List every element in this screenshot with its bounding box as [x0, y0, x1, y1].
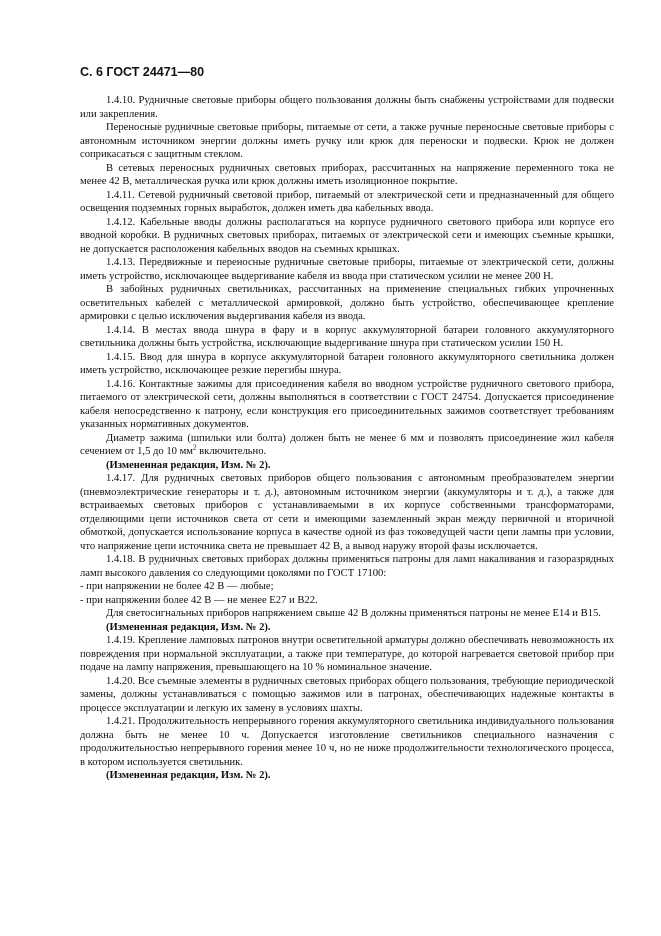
paragraph-1-4-20: 1.4.20. Все съемные элементы в рудничных световых приборах общего пользования, требующие периодической замены, должны устанавливаться с помощью зажимов или в патронах, обеспечивающих надежные контакты в процессе эксплуатации и легкую их замену в условиях шахты. — [80, 675, 614, 714]
paragraph-1-4-21: 1.4.21. Продолжительность непрерывного горения аккумуляторного светильника индивидуального пользования должна быть не менее 10 ч. Допускается изготовление светильников специального назначения с продолжительностью непрерывного горения менее 10 ч, но не ниже продолжительности технологического процесса, в котором используется светильник. — [80, 716, 614, 768]
paragraph-1-4-19: 1.4.19. Крепление ламповых патронов внутри осветительной арматуры должно обеспечивать невозможность их повреждения при нормальной эксплуатации, а также при температуре, до которой нагревается световой прибор при подаче на лампу напряжения, превышающего на 10 % номинальное значение. — [80, 635, 614, 673]
paragraph-1-4-17: 1.4.17. Для рудничных световых приборов общего пользования с автономным преобразователем энергии (пневмоэлектрические генераторы и т. д.), автономным источником энергии (аккумуляторы и т. д.), а также для встраиваемых световых приборов с устанавливаемыми в их корпусе собственными трансформаторами, отделяющими цепи источников света от сети и имеющими заземленный экран между первичной и вторичной обмоткой, допускается использование корпуса в качестве одной из фаз токоведущей части цепи лампы при условии, что напряжение цепи источника света не превышает 42 В, а вывод наружу второй фазы исключается. — [80, 473, 614, 552]
paragraph: В забойных рудничных светильниках, рассчитанных на применение специальных гибких упрочненных осветительных кабелей с металлической армировкой, должно быть устройство, обеспечивающее крепление армировки с целью исключения выдергивания кабеля из ввода. — [80, 284, 614, 322]
list-item: - при напряжении не более 42 В — любые; — [80, 581, 274, 592]
clamp-tail: включительно. — [196, 446, 267, 457]
paragraph-1-4-11: 1.4.11. Сетевой рудничный световой прибор, питаемый от электрической сети и предназначенный для общего освещения подземных горных выработок, должен иметь два кабельных ввода. — [80, 189, 614, 214]
clamp-text: Диаметр зажима (шпильки или болта) должен быть не менее 6 мм и позволять присоединение жил кабеля сечением от 1,5 до 10 мм — [80, 432, 614, 457]
paragraph-1-4-10: 1.4.10. Рудничные световые приборы общего пользования должны быть снабжены устройствами для подвески или закрепления. — [80, 95, 614, 120]
paragraph-clamp-diameter — [80, 432, 614, 459]
paragraph-1-4-12: 1.4.12. Кабельные вводы должны располагаться на корпусе рудничного светового прибора или корпусе его вводной коробки. В рудничных световых приборах, питаемых от электрической сети и имеющих съемные крышки, не допускается расположения кабельных вводов на съемных крышках. — [80, 216, 614, 255]
paragraph: Для светосигнальных приборов напряжением свыше 42 В должны применяться патроны не менее Е14 и В15. — [106, 608, 601, 619]
paragraph-1-4-13: 1.4.13. Передвижные и переносные рудничные световые приборы, питаемые от электрической сети, должны иметь устройство, исключающее выдергивание кабеля из ввода при статическом усилии не менее 200 Н. — [80, 257, 614, 282]
paragraph-1-4-15: 1.4.15. Ввод для шнура в корпусе аккумуляторной батареи головного аккумуляторного светильника должен иметь устройство, исключающее резкие перегибы шнура. — [80, 351, 614, 376]
amendment-note: (Измененная редакция, Изм. № 2). — [106, 621, 271, 633]
amendment-note: (Измененная редакция, Изм. № 2). — [106, 770, 271, 781]
paragraph: В сетевых переносных рудничных световых приборах, рассчитанных на напряжение переменного тока не менее 42 В, металлическая ручка или крюк должны иметь изоляционное покрытие. — [80, 162, 614, 187]
paragraph-1-4-16: 1.4.16. Контактные зажимы для присоединения кабеля во вводном устройстве рудничного светового прибора, питаемого от электрической сети, должны выполняться в соответствии с ГОСТ 24754. Допускается присоединение кабеля непосредственно к патрону, если конструкция его присоединительных зажимов соответствует требованиям указанных нормативных документов. — [80, 378, 614, 430]
document-page — [80, 64, 614, 783]
superscript: 2 — [193, 443, 197, 452]
page-header: С. 6 ГОСТ 24471—80 — [80, 65, 205, 79]
paragraph-1-4-14: 1.4.14. В местах ввода шнура в фару и в корпус аккумуляторной батареи головного аккумуляторного светильника должны быть устройства, исключающие выдергивание шнура при статическом усилии 150 Н. — [80, 324, 614, 349]
amendment-note: (Измененная редакция, Изм. № 2). — [106, 459, 271, 471]
paragraph: Переносные рудничные световые приборы, питаемые от сети, а также ручные переносные световые приборы с автономным источником энергии должны иметь ручку или крюк для переноски и подвески. Крюк не должен соприкасаться с защитным стеклом. — [80, 122, 614, 160]
list-item: - при напряжении более 42 В — не менее Е27 и В22. — [80, 594, 318, 606]
document-body — [80, 94, 614, 783]
paragraph-1-4-18: 1.4.18. В рудничных световых приборах должны применяться патроны для ламп накаливания и газоразрядных ламп высокого давления со следующими цоколями по ГОСТ 17100: — [80, 554, 614, 579]
